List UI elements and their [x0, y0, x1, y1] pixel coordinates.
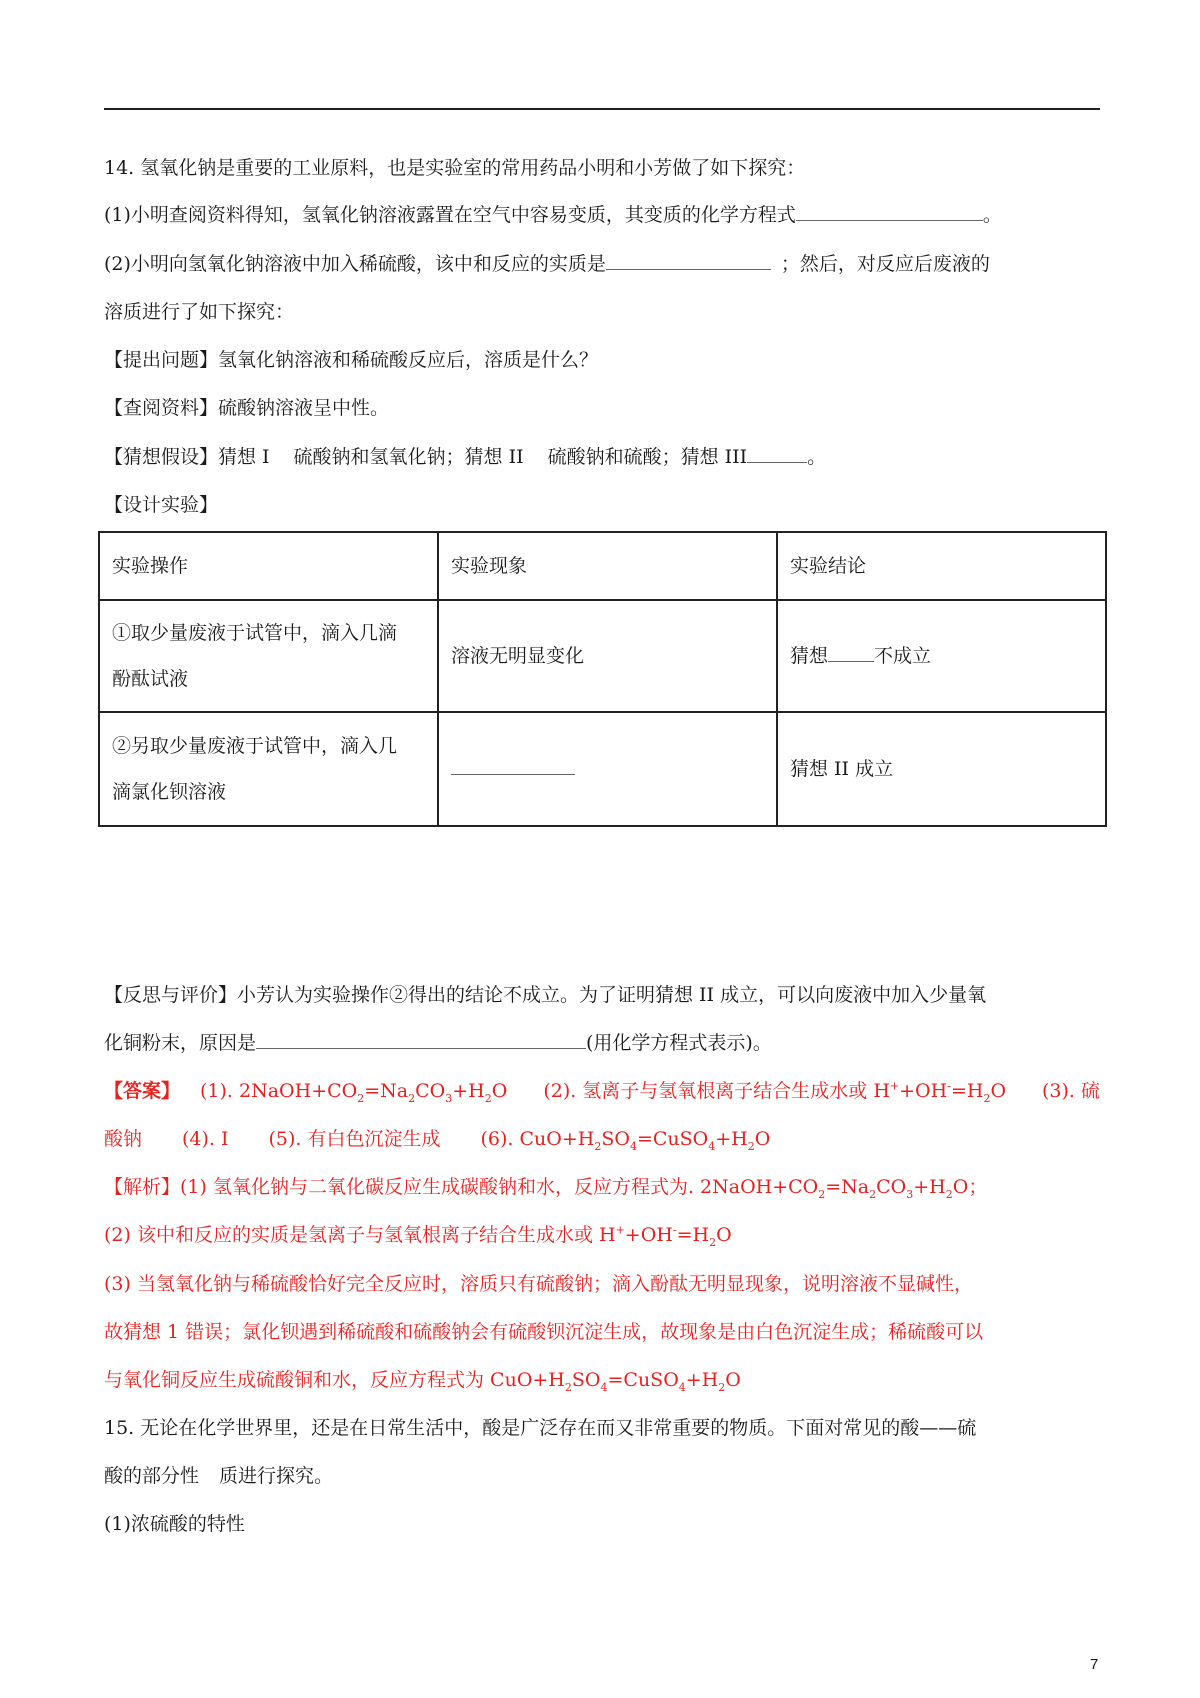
subscript: 4	[708, 1139, 716, 1153]
reflection-text: (用化学方程式表示)。	[586, 1032, 772, 1054]
q14-part2-cont: 溶质进行了如下探究：	[104, 301, 295, 323]
q15-text: 酸的部分性	[104, 1465, 200, 1487]
hypothesis-2-label: 硫酸钠和氢氧化钠；猜想 II	[293, 446, 524, 468]
experiment-table	[98, 531, 1107, 827]
answer-text: (2). 氢离子与氢氧根离子结合生成水或 H	[543, 1080, 890, 1102]
answer-text: CO	[415, 1080, 446, 1102]
answer-text: SO	[601, 1128, 630, 1150]
table-header: 实验结论	[777, 532, 1106, 600]
analysis-text: =H	[676, 1224, 710, 1246]
q15-line1: 15. 无论在化学世界里，还是在日常生活中，酸是广泛存在而又非常重要的物质。下面对常见的酸——硫	[104, 1417, 977, 1439]
cell-line: ①取少量废液于试管中，滴入几滴	[112, 622, 398, 644]
answer-blank-6	[256, 1030, 586, 1049]
superscript: +	[615, 1223, 625, 1237]
answer-text: +OH	[899, 1080, 948, 1102]
subscript: 4	[629, 1139, 637, 1153]
answer-text: (5). 有白色沉淀生成	[268, 1128, 441, 1150]
subscript: 2	[408, 1091, 416, 1105]
subscript: 2	[564, 1380, 572, 1394]
analysis-line1	[104, 1172, 1100, 1202]
answer-text: O	[491, 1080, 508, 1102]
answer-text: =Na	[364, 1080, 409, 1102]
answer-blank-4	[828, 643, 874, 662]
subscript: 3	[906, 1187, 914, 1201]
table-cell-conclusion: 猜想 II 成立	[777, 712, 1106, 826]
analysis-line3: (3) 当氢氧化钠与稀硫酸恰好完全反应时，溶质只有硫酸钠；滴入酚酞无明显现象，说明溶液不显碱性，	[104, 1273, 973, 1295]
analysis-line5	[104, 1365, 1100, 1395]
answer-text: O	[754, 1128, 771, 1150]
answer-blank-2	[606, 251, 771, 270]
q14-part1	[104, 200, 1100, 230]
table-cell-phenomenon: 溶液无明显变化	[438, 600, 777, 712]
cell-line: 酚酞试液	[112, 668, 189, 690]
header-rule	[104, 108, 1100, 110]
q15-line3: (1)浓硫酸的特性	[104, 1513, 245, 1535]
hypothesis-1-label: 【猜想假设】猜想 I	[104, 446, 270, 468]
subscript: 3	[445, 1091, 453, 1105]
subscript: 2	[983, 1091, 991, 1105]
table-header: 实验操作	[99, 532, 438, 600]
analysis-text: 与氧化铜反应生成硫酸铜和水，反应方程式为 CuO+H	[104, 1369, 565, 1391]
subscript: 2	[718, 1380, 726, 1394]
superscript: -	[947, 1079, 951, 1093]
table-cell-operation	[99, 600, 438, 712]
analysis-text: (2) 该中和反应的实质是氢离子与氢氧根离子结合生成水或 H	[104, 1224, 616, 1246]
answer-text: (4). I	[182, 1128, 229, 1150]
superscript: +	[889, 1079, 900, 1093]
q14-reference: 【查阅资料】硫酸钠溶液呈中性。	[104, 397, 390, 419]
q14-part2-text: (2)小明向氢氧化钠溶液中加入稀硫酸，该中和反应的实质是	[104, 253, 606, 275]
analysis-text: O；	[952, 1176, 988, 1198]
subscript: 4	[600, 1380, 608, 1394]
analysis-text: +OH	[624, 1224, 673, 1246]
subscript: 2	[747, 1139, 755, 1153]
table-header-row	[99, 532, 1106, 600]
answer-label: 【答案】	[104, 1080, 181, 1102]
q14-reflection-line2	[104, 1028, 1100, 1058]
table-header: 实验现象	[438, 532, 777, 600]
analysis-text: O	[716, 1224, 732, 1246]
q15-line2	[104, 1461, 1100, 1491]
analysis-text: 【解析】(1) 氢氧化钠与二氧化碳反应生成碳酸钠和水，反应方程式为. 2NaOH+CO	[104, 1176, 819, 1198]
reflection-text: 化铜粉末，原因是	[104, 1032, 257, 1054]
cell-line: 滴氯化钡溶液	[112, 781, 227, 803]
cell-text: 不成立	[874, 645, 932, 667]
answer-text: O	[990, 1080, 1007, 1102]
cell-text: 猜想	[790, 645, 829, 667]
table-cell-conclusion	[777, 600, 1106, 712]
cell-line: ②另取少量废液于试管中，滴入几	[112, 735, 398, 757]
analysis-text: SO	[571, 1369, 601, 1391]
answer-line1	[104, 1076, 1100, 1106]
table-row	[99, 712, 1106, 826]
q14-intro: 14. 氢氧化钠是重要的工业原料，也是实验室的常用药品小明和小芳做了如下探究：	[104, 157, 806, 179]
q14-reflection-line1: 【反思与评价】小芳认为实验操作②得出的结论不成立。为了证明猜想 II 成立，可以向废液中加入少量氧	[104, 984, 987, 1006]
answer-text: (3). 硫	[1042, 1080, 1101, 1102]
answer-text: 酸钠	[104, 1128, 143, 1150]
q14-part1-end: 。	[982, 204, 1002, 226]
q15-text: 质进行探究。	[219, 1465, 334, 1487]
answer-line2	[104, 1124, 1100, 1154]
subscript: 2	[709, 1235, 717, 1249]
answer-text: (1). 2NaOH+CO	[200, 1080, 358, 1102]
subscript: 2	[945, 1187, 953, 1201]
table-cell-phenomenon	[438, 712, 777, 826]
answer-text: =H	[950, 1080, 984, 1102]
page-number: 7	[1090, 1656, 1099, 1673]
analysis-text: =CuSO	[607, 1369, 679, 1391]
subscript: 2	[869, 1187, 877, 1201]
analysis-line2	[104, 1220, 1100, 1250]
q14-design: 【设计实验】	[104, 494, 219, 516]
analysis-text: CO	[876, 1176, 907, 1198]
answer-text: =CuSO	[636, 1128, 709, 1150]
hypothesis-3-label: 硫酸钠和硫酸；猜想 III	[547, 446, 748, 468]
answer-blank-3	[747, 444, 807, 463]
analysis-text: +H	[913, 1176, 946, 1198]
subscript: 2	[594, 1139, 602, 1153]
subscript: 2	[484, 1091, 492, 1105]
answer-blank-1	[796, 202, 983, 221]
analysis-text: =Na	[825, 1176, 870, 1198]
analysis-text: +H	[685, 1369, 719, 1391]
q14-question: 【提出问题】氢氧化钠溶液和稀硫酸反应后，溶质是什么？	[104, 349, 599, 371]
table-cell-operation	[99, 712, 438, 826]
table-row	[99, 600, 1106, 712]
q14-part1-text: (1)小明查阅资料得知，氢氧化钠溶液露置在空气中容易变质，其变质的化学方程式	[104, 204, 796, 226]
subscript: 4	[678, 1380, 686, 1394]
q14-part2-tail: ；然后，对反应后废液的	[780, 253, 990, 275]
superscript: -	[672, 1223, 677, 1237]
hypothesis-end: 。	[807, 446, 827, 468]
answer-blank-5	[451, 764, 575, 775]
answer-text: +H	[715, 1128, 748, 1150]
analysis-text: O	[725, 1369, 741, 1391]
q14-hypotheses	[104, 442, 1100, 472]
analysis-line4: 故猜想 1 错误；氯化钡遇到稀硫酸和硫酸钠会有硫酸钡沉淀生成，故现象是由白色沉淀生成；稀硫酸可以	[104, 1321, 984, 1343]
q14-part2	[104, 249, 1100, 279]
answer-text: +H	[452, 1080, 485, 1102]
subscript: 2	[357, 1091, 365, 1105]
answer-text: (6). CuO+H	[480, 1128, 595, 1150]
subscript: 2	[818, 1187, 826, 1201]
